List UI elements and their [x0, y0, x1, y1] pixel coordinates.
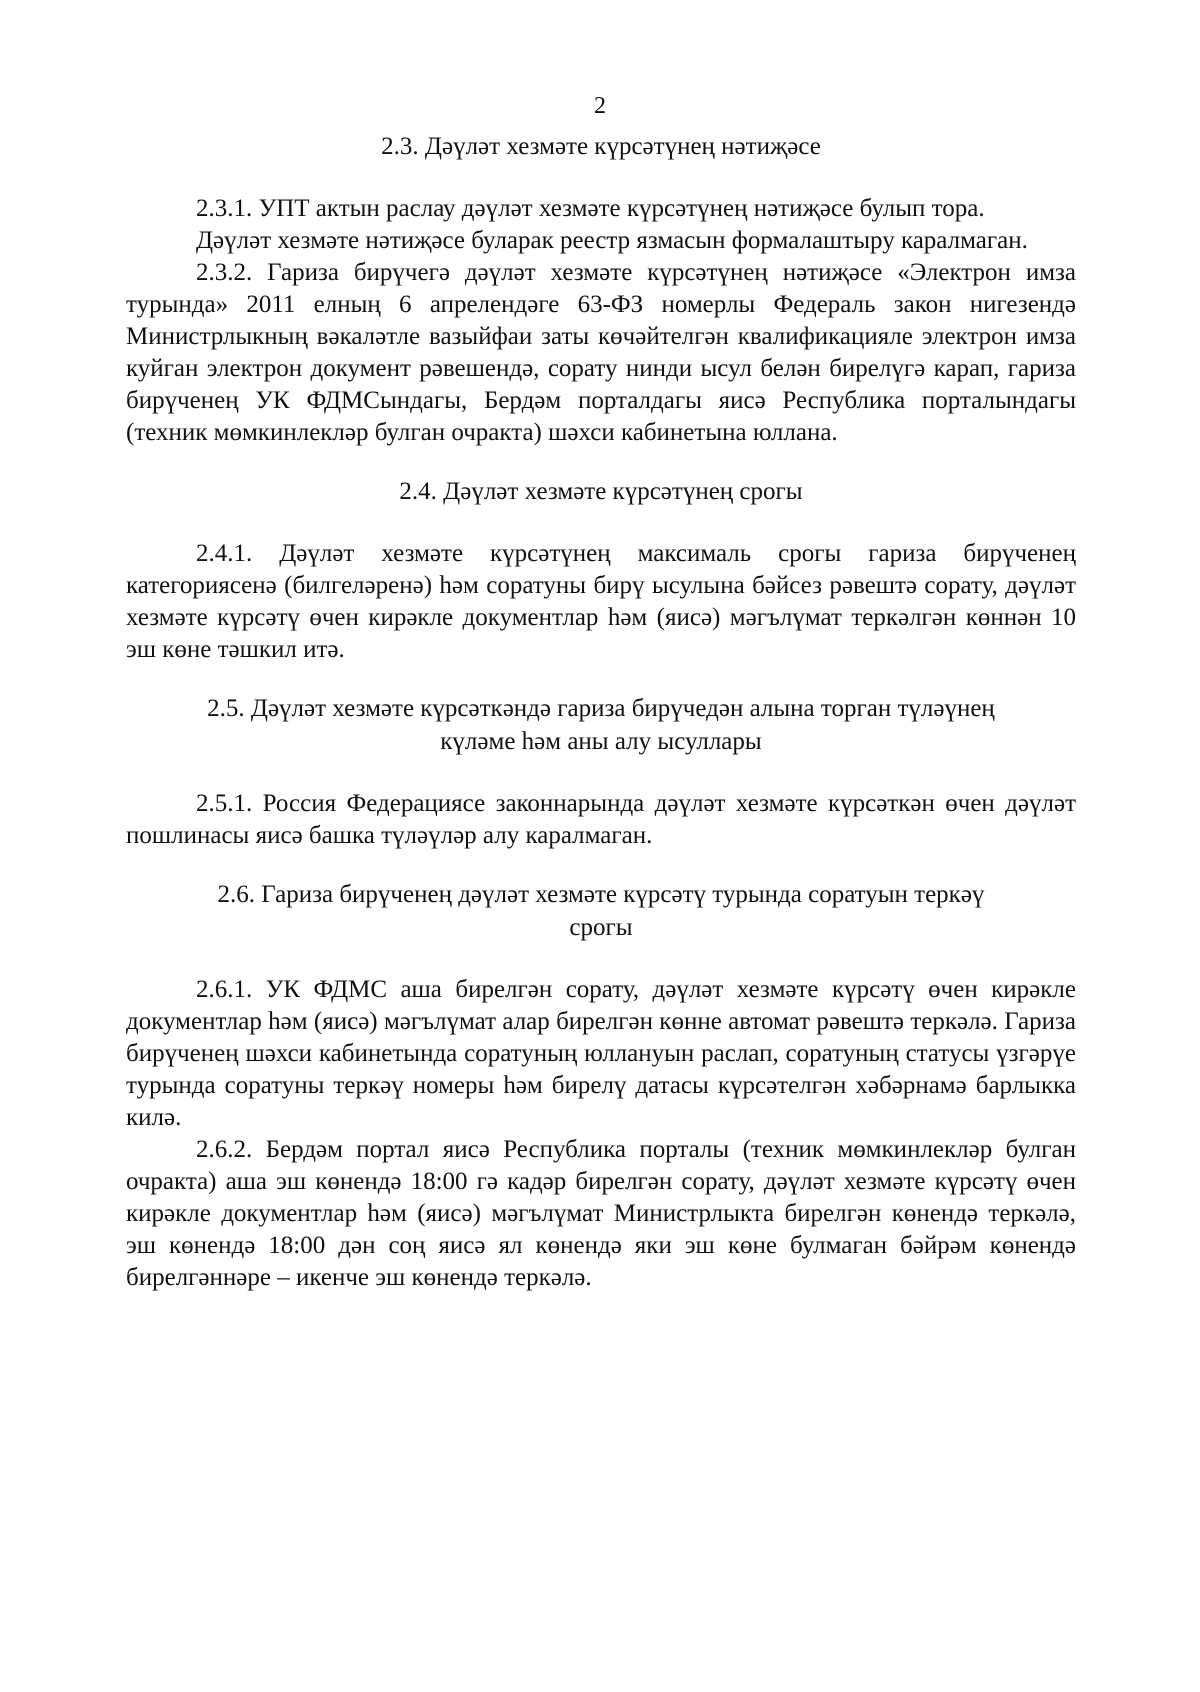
section-heading-2-3: 2.3. Дәүләт хезмәте күрсәтүнең нәтиҗәсе [381, 133, 821, 160]
paragraph-2-3-2: 2.3.2. Гариза бирүчегә дәүләт хезмәте күрсәтүнең нәтиҗәсе «Электрон имза турында» 2011 елның 6 апрелендәге 63-ФЗ номерлы Федераль закон нигезендә Министрлыкның вәкаләтле вазыйфаи заты көчәйтелгән квалификацияле электрон имза куйган электрон документ рәвешендә, сорату нинди ысул белән бирелүгә карап, гариза бирүченең УК ФДМСындагы, Бердәм порталдагы яисә Республика порталындагы (техник мөмкинлекләр булган очракта) шәхси кабинетына юллана. [126, 259, 1076, 446]
section-heading-2-4: 2.4. Дәүләт хезмәте күрсәтүнең срогы [399, 478, 803, 505]
spacer [126, 163, 1076, 193]
document-body [126, 130, 1076, 1294]
spacer [126, 449, 1076, 475]
section-heading-2-5-line-1: 2.5. Дәүләт хезмәте күрсәткәндә гариза бирүчедән алына торган түләүнең [207, 695, 995, 722]
paragraph-2-3-1: 2.3.1. УПТ актын раслау дәүләт хезмәте күрсәтүнең нәтиҗәсе булып тора. [196, 195, 985, 222]
spacer [126, 508, 1076, 538]
section-heading-2-6-line-2: срогы [569, 914, 633, 941]
paragraph-2-3-1-note: Дәүләт хезмәте нәтиҗәсе буларак реестр язмасын формалаштыру каралмаган. [196, 227, 1028, 254]
page-number: 2 [594, 93, 606, 119]
spacer [126, 852, 1076, 878]
spacer [126, 758, 1076, 788]
spacer [126, 944, 1076, 974]
paragraph-2-6-1: 2.6.1. УК ФДМС аша бирелгән сорату, дәүләт хезмәте күрсәтү өчен кирәкле документлар һәм (яисә) мәгълүмат алар бирелгән көнне автомат рәвештә теркәлә. Гариза бирүченең шәхси кабинетында соратуның юллануын раслап, соратуның статусы үзгәрүе турында соратуны теркәү номеры һәм бирелү датасы күрсәтелгән хәбәрнамә барлыкка килә. [126, 976, 1076, 1131]
paragraph-2-4-1: 2.4.1. Дәүләт хезмәте күрсәтүнең максималь срогы гариза бирүченең категориясенә (билгеләренә) һәм соратуны бирү ысулына бәйсез рәвештә сорату, дәүләт хезмәте күрсәтү өчен кирәкле документлар һәм (яисә) мәгълүмат теркәлгән көннән 10 эш көне тәшкил итә. [126, 540, 1076, 663]
paragraph-2-6-2: 2.6.2. Бердәм портал яисә Республика порталы (техник мөмкинлекләр булган очракта) аша эш көнендә 18:00 гә кадәр бирелгән сорату, дәүләт хезмәте күрсәтү өчен кирәкле документлар һәм (яисә) мәгълүмат Министрлыкта бирелгән көнендә теркәлә, эш көнендә 18:00 дән соң яисә ял көнендә яки эш көне булмаган бәйрәм көнендә бирелгәннәре – икенче эш көнендә теркәлә. [126, 1136, 1076, 1291]
spacer [126, 666, 1076, 692]
section-heading-2-6-line-1: 2.6. Гариза бирүченең дәүләт хезмәте күрсәтү турында соратуын теркәү [217, 881, 985, 908]
paragraph-2-5-1: 2.5.1. Россия Федерациясе законнарында дәүләт хезмәте күрсәткән өчен дәүләт пошлинасы яисә башка түләүләр алу каралмаган. [126, 790, 1076, 849]
section-heading-2-5-line-2: күләме һәм аны алу ысуллары [440, 728, 762, 755]
